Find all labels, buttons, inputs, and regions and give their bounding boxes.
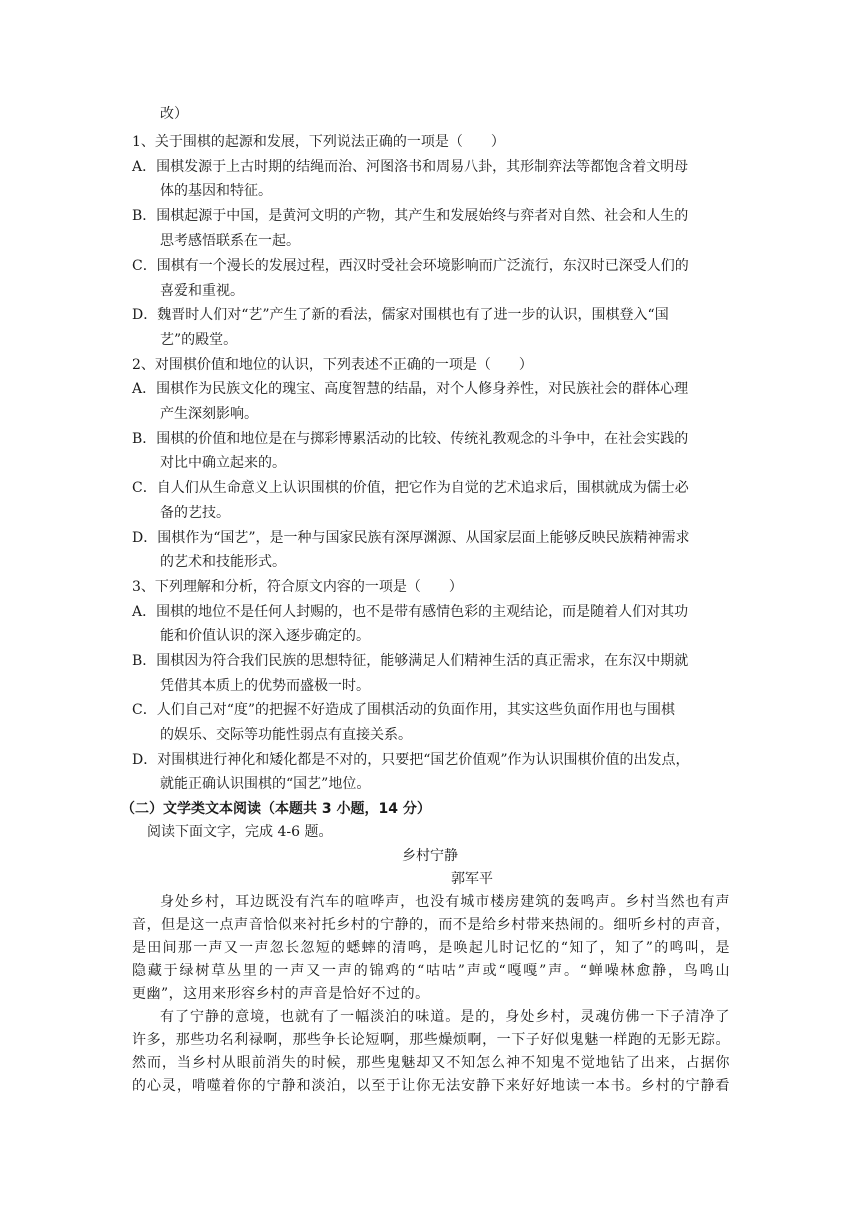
paragraph-1-line3: 是田间那一声又一声忽长忽短的蟋蟀的清鸣，是唤起儿时记忆的“知了，知了”的鸣叫，是 [132,940,730,956]
article-author: 郭军平 [451,871,493,887]
q1-option-c-line2: 喜爱和重视。 [160,283,244,299]
q1-option-b-line1: B．围棋起源于中国，是黄河文明的产物，其产生和发展始终与弈者对自然、社会和人生的 [132,208,689,224]
q3-option-d-line1: D．对围棋进行神化和矮化都是不对的，只要把“国艺价值观”作为认识围棋价值的出发点， [132,752,690,768]
q1-option-c-line1: C．围棋有一个漫长的发展过程，西汉时受社会环境影响而广泛流行，东汉时已深受人们的 [132,258,689,274]
paragraph-1-line1: 身处乡村，耳边既没有汽车的喧哗声，也没有城市楼房建筑的轰鸣声。乡村当然也有声 [160,894,730,910]
q2-option-c-line2: 备的艺技。 [160,505,230,521]
q2-option-d-line1: D．围棋作为“国艺”，是一种与国家民族有深厚渊源、从国家层面上能够反映民族精神需求 [132,530,690,546]
paragraph-1-line2: 音，但是这一点声音恰似来衬托乡村的宁静的，而不是给乡村带来热闹的。细听乡村的声音， [132,917,730,933]
previous-text-tail: 改） [160,106,188,122]
paragraph-2-line3: 然而，当乡村从眼前消失的时候，那些鬼魅却又不知怎么神不知鬼不觉地钻了出来，占据你 [132,1055,730,1071]
reading-instruction: 阅读下面文字，完成 4-6 题。 [147,824,333,840]
q3-option-a-line1: A．围棋的地位不是任何人封赐的，也不是带有感情色彩的主观结论，而是随着人们对其功 [132,604,689,620]
paragraph-1-line4: 隐藏于绿树草丛里的一声又一声的锦鸡的“咕咕”声或“嘎嘎”声。“蝉噪林愈静，鸟鸣山 [132,963,730,979]
paragraph-2-line4: 的心灵，啃噬着你的宁静和淡泊，以至于让你无法安静下来好好地读一本书。乡村的宁静看 [132,1078,730,1094]
q2-option-d-line2: 的艺术和技能形式。 [160,554,286,570]
q2-option-b-line1: B．围棋的价值和地位是在与掷彩博累活动的比较、传统礼教观念的斗争中，在社会实践的 [132,431,689,447]
q1-option-a-line1: A．围棋发源于上古时期的结绳而治、河图洛书和周易八卦，其形制弈法等都饱含着文明母 [132,159,689,175]
q1-option-a-line2: 体的基因和特征。 [160,183,272,199]
q2-option-a-line2: 产生深刻影响。 [160,406,258,422]
q1-option-d-line2: 艺”的殿堂。 [160,332,238,348]
q3-option-d-line2: 就能正确认识围棋的“国艺”地位。 [160,776,371,792]
q2-option-c-line1: C．自人们从生命意义上认识围棋的价值，把它作为自觉的艺术追求后，围棋就成为儒士必 [132,480,689,496]
q2-option-a-line1: A．围棋作为民族文化的瑰宝、高度智慧的结晶，对个人修身养性，对民族社会的群体心理 [132,381,689,397]
q3-option-a-line2: 能和价值认识的深入逐步确定的。 [160,628,370,644]
article-title: 乡村宁静 [402,848,458,864]
question-3: 3、下列理解和分析，符合原文内容的一项是（ ） [132,579,463,595]
q3-option-c-line1: C．人们自己对“度”的把握不好造成了围棋活动的负面作用，其实这些负面作用也与围棋 [132,702,676,718]
q3-option-c-line2: 的娱乐、交际等功能性弱点有直接关系。 [160,727,412,743]
paragraph-2-line2: 许多，那些功名利禄啊，那些争长论短啊，那些燥烦啊，一下子好似鬼魅一样跑的无影无踪。 [132,1032,730,1048]
q1-option-d-line1: D．魏晋时人们对“艺”产生了新的看法，儒家对围棋也有了进一步的认识，围棋登入“国 [132,307,669,323]
paragraph-2-line1: 有了宁静的意境，也就有了一幅淡泊的味道。是的，身处乡村，灵魂仿佛一下子清净了 [160,1009,730,1025]
question-1: 1、关于围棋的起源和发展，下列说法正确的一项是（ ） [132,134,505,150]
q1-option-b-line2: 思考感悟联系在一起。 [160,233,300,249]
q2-option-b-line2: 对比中确立起来的。 [160,455,286,471]
q3-option-b-line1: B．围棋因为符合我们民族的思想特征，能够满足人们精神生活的真正需求，在东汉中期就 [132,653,689,669]
question-2: 2、对围棋价值和地位的认识，下列表述不正确的一项是（ ） [132,357,533,373]
q3-option-b-line2: 凭借其本质上的优势而盛极一时。 [160,678,370,694]
paragraph-1-line5: 更幽”，这用来形容乡村的声音是恰好不过的。 [132,986,430,1002]
section-heading: （二）文学类文本阅读（本题共 3 小题，14 分） [121,801,431,817]
